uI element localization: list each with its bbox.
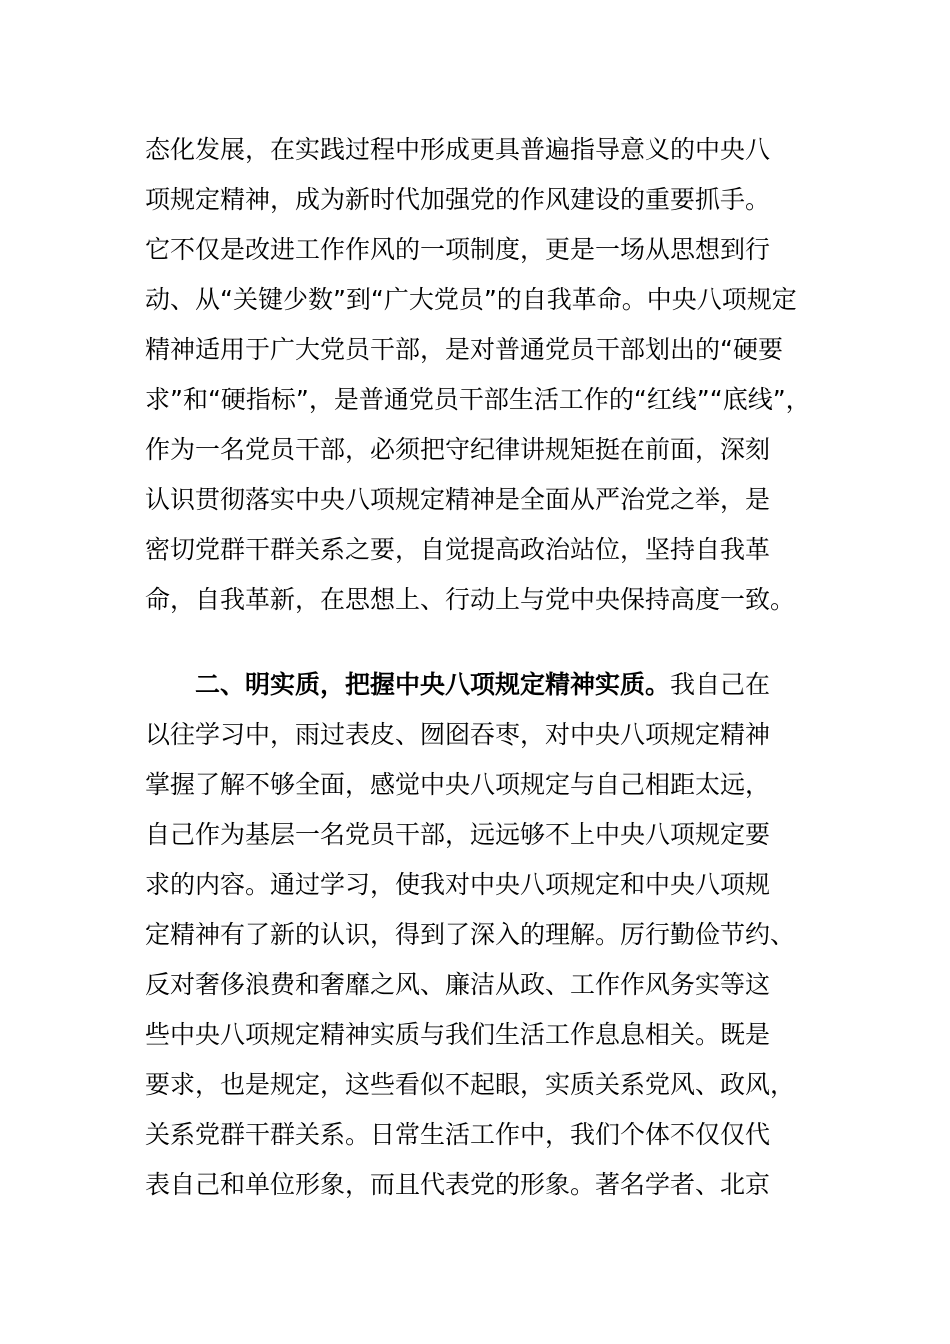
text-line: 表自己和单位形象，而且代表党的形象。著名学者、北京: [145, 1170, 771, 1199]
text-line: 求”和“硬指标”，是普通党员干部生活工作的“红线”“底线”，: [145, 385, 811, 414]
text-line: 动、从“关键少数”到“广大党员”的自我革命。中央八项规定: [145, 285, 797, 314]
text-line: 掌握了解不够全面，感觉中央八项规定与自己相距太远，: [145, 770, 771, 799]
text-line: 项规定精神，成为新时代加强党的作风建设的重要抓手。: [145, 185, 771, 214]
text-line: 自己作为基层一名党员干部，远远够不上中央八项规定要: [145, 820, 771, 849]
text-run: 我自己在: [670, 670, 771, 699]
text-line: 密切党群干群关系之要，自觉提高政治站位，坚持自我革: [145, 535, 771, 564]
paragraph-first-line: [195, 668, 770, 702]
text-line: 些中央八项规定精神实质与我们生活工作息息相关。既是: [145, 1020, 771, 1049]
text-line: 态化发展，在实践过程中形成更具普遍指导意义的中央八: [145, 135, 771, 164]
text-line: 命，自我革新，在思想上、行动上与党中央保持高度一致。: [145, 585, 796, 614]
text-line: 它不仅是改进工作作风的一项制度，更是一场从思想到行: [145, 235, 771, 264]
text-line: 反对奢侈浪费和奢靡之风、廉洁从政、工作作风务实等这: [145, 970, 771, 999]
text-line: 作为一名党员干部，必须把守纪律讲规矩挺在前面，深刻: [145, 435, 771, 464]
section-heading: 二、明实质，把握中央八项规定精神实质。: [195, 670, 671, 699]
text-line: 求的内容。通过学习，使我对中央八项规定和中央八项规: [145, 870, 771, 899]
text-line: 要求，也是规定，这些看似不起眼，实质关系党风、政风，: [145, 1070, 796, 1099]
text-line: 精神适用于广大党员干部，是对普通党员干部划出的“硬要: [145, 335, 783, 364]
text-line: 关系党群干群关系。日常生活工作中，我们个体不仅仅代: [145, 1120, 771, 1149]
text-line: 认识贯彻落实中央八项规定精神是全面从严治党之举，是: [145, 485, 771, 514]
text-line: 以往学习中，雨过表皮、囫囵吞枣，对中央八项规定精神: [145, 720, 771, 749]
text-line: 定精神有了新的认识，得到了深入的理解。厉行勤俭节约、: [145, 920, 796, 949]
